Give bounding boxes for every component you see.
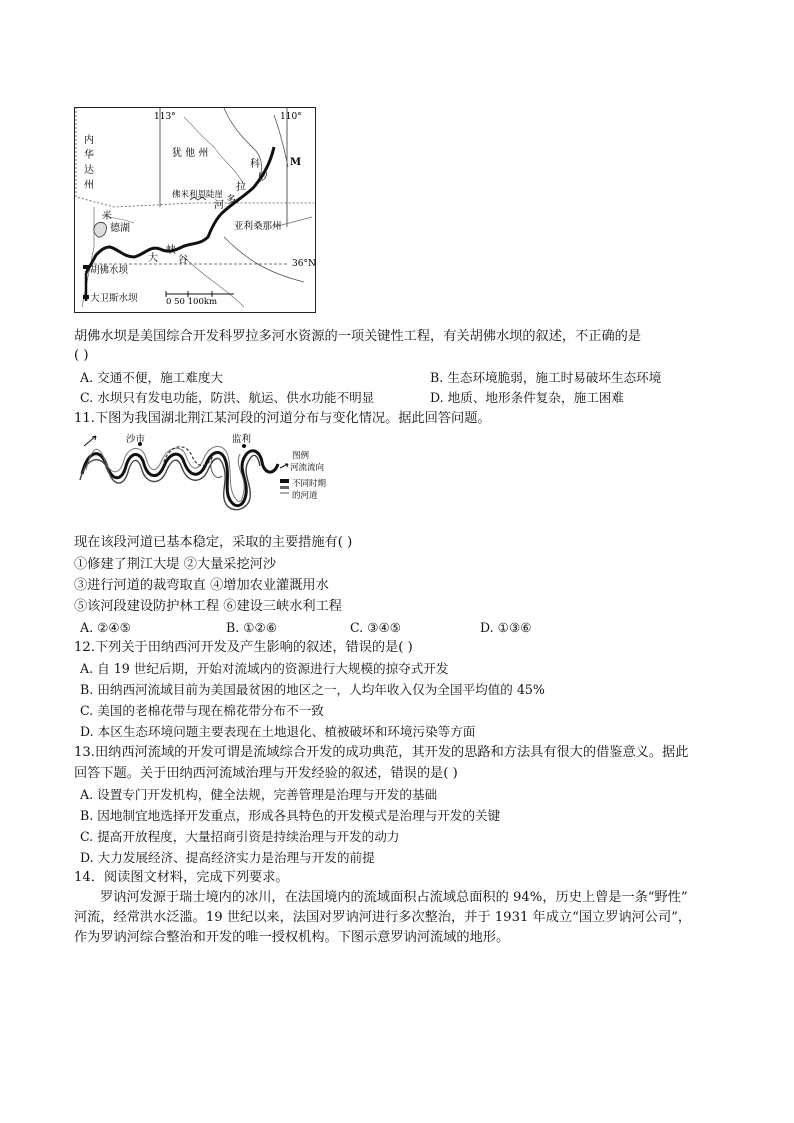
vermilion-cliffs-label: 佛米利恩陡崖	[172, 190, 224, 200]
q13-option-c: C. 提高开放程度，大量招商引资是持续治理与开发的动力	[80, 829, 400, 844]
lon-110-label: 110°	[280, 112, 302, 122]
scale-label: 0 50 100km	[166, 297, 218, 307]
q14-paragraph-line-2: 河流，经常洪水泛滥。19 世纪以来，法国对罗讷河进行多次整治，并于 1931 年成立“国立罗讷河公司”，	[74, 910, 692, 925]
colorado-river-label-1: 科	[250, 159, 260, 170]
lake-mead-label-1: 米	[102, 211, 112, 222]
q11-stem: 11.下图为我国湖北荆江某河段的河道分布与变化情况。据此回答问题。	[74, 411, 491, 426]
lake-mead-label-2: 德湖	[110, 223, 130, 234]
q12-option-a: A. 自 19 世纪后期，开始对流域内的资源进行大规模的掠夺式开发	[80, 661, 449, 676]
q10-stem: 胡佛水坝是美国综合开发科罗拉多河水资源的一项关键性工程，有关胡佛水坝的叙述，不正确的是	[74, 329, 642, 344]
q11-question: 现在该段河道已基本稳定，采取的主要措施有( )	[74, 535, 353, 550]
q11-option-b: B. ①②⑥	[226, 620, 278, 635]
utah-label: 犹 他 州	[172, 148, 209, 159]
q14-paragraph-line-1: 罗讷河发源于瑞士境内的冰川，在法国境内的流域面积占流域总面积的 94%，历史上曾是一条“野性”	[100, 890, 688, 905]
jianli-label: 监利	[232, 434, 252, 445]
nevada-label-4: 州	[84, 180, 94, 191]
q10-option-d: D. 地质、地形条件复杂，施工困难	[430, 390, 624, 405]
q13-stem-line-2: 回答下题。关于田纳西河流域治理与开发经验的叙述，错误的是( )	[74, 766, 458, 781]
colorado-river-label-5: 河	[214, 200, 224, 211]
m-label: M	[290, 157, 302, 168]
q10-option-a: A. 交通不便，施工难度大	[80, 370, 224, 385]
nevada-label-3: 达	[84, 165, 94, 176]
hoover-dam-label: 胡佛水坝	[90, 265, 129, 276]
q13-option-b: B. 因地制宜地选择开发重点，形成各具特色的开发模式是治理与开发的关键	[80, 808, 501, 823]
grand-canyon-label-1: 大	[148, 253, 158, 264]
q10-option-b: B. 生态环境脆弱，施工时易破坏生态环境	[430, 370, 662, 385]
q13-stem-line-1: 13.田纳西河流域的开发可谓是流域综合开发的成功典范，其开发的思路和方法具有很大的借鉴意义。据此	[74, 745, 689, 760]
q12-stem: 12.下列关于田纳西河开发及产生影响的叙述，错误的是( )	[74, 640, 413, 655]
q12-option-c: C. 美国的老棉花带与现在棉花带分布不一致	[80, 703, 324, 718]
q11-item-row-1: ①修建了荆江大堤 ②大量采挖河沙	[74, 557, 277, 572]
nevada-label-2: 华	[84, 150, 94, 161]
q11-option-a: A. ②④⑤	[80, 620, 131, 635]
jingjiang-river-map	[74, 430, 336, 522]
colorado-river-label-3: 拉	[236, 182, 246, 193]
lon-113-label: 113°	[154, 112, 176, 122]
davis-dam-label: 大卫斯水坝	[90, 293, 138, 304]
arizona-label: 亚利桑那州	[234, 221, 282, 232]
colorado-river-label-2: 罗	[258, 173, 268, 184]
q12-option-b: B. 田纳西河流域目前为美国最贫困的地区之一，人均年收入仅为全国平均值的 45%	[80, 682, 545, 697]
colorado-river-label-4: 多	[226, 195, 236, 206]
q12-option-d: D. 本区生态环境问题主要表现在土地退化、植被破坏和环境污染等方面	[80, 724, 476, 739]
legend-title: 图例	[292, 451, 310, 461]
q14-paragraph-line-3: 作为罗讷河综合整治和开发的唯一授权机构。下图示意罗讷河流域的地形。	[74, 930, 510, 945]
q11-option-c: C. ③④⑤	[350, 620, 402, 635]
q11-option-d: D. ①③⑥	[480, 620, 532, 635]
q13-option-d: D. 大力发展经济、提高经济实力是治理与开发的前提	[80, 850, 375, 865]
legend-periods-label-1: 不同时期	[292, 479, 327, 489]
grand-canyon-label-2: 峡	[166, 245, 176, 256]
grand-canyon-label-3: 谷	[178, 255, 188, 266]
q10-option-c: C. 水坝只有发电功能，防洪、航运、供水功能不明显	[80, 390, 375, 405]
colorado-river-map	[74, 107, 316, 313]
q10-answer-paren: ( )	[74, 348, 89, 363]
legend-periods-label-2: 的河道	[292, 491, 318, 501]
q13-option-a: A. 设置专门开发机构，健全法规，完善管理是治理与开发的基础	[80, 787, 438, 802]
legend-flow-label: 河流流向	[290, 463, 325, 473]
shashi-label: 沙市	[126, 434, 146, 445]
q11-item-row-2: ③进行河道的裁弯取直 ④增加农业灌溉用水	[74, 578, 329, 593]
q14-stem: 14．阅读图文材料，完成下列要求。	[74, 870, 289, 885]
nevada-label-1: 内	[84, 135, 94, 146]
q11-item-row-3: ⑤该河段建设防护林工程 ⑥建设三峡水利工程	[74, 599, 342, 614]
lat-36-label: 36°N	[292, 259, 316, 269]
